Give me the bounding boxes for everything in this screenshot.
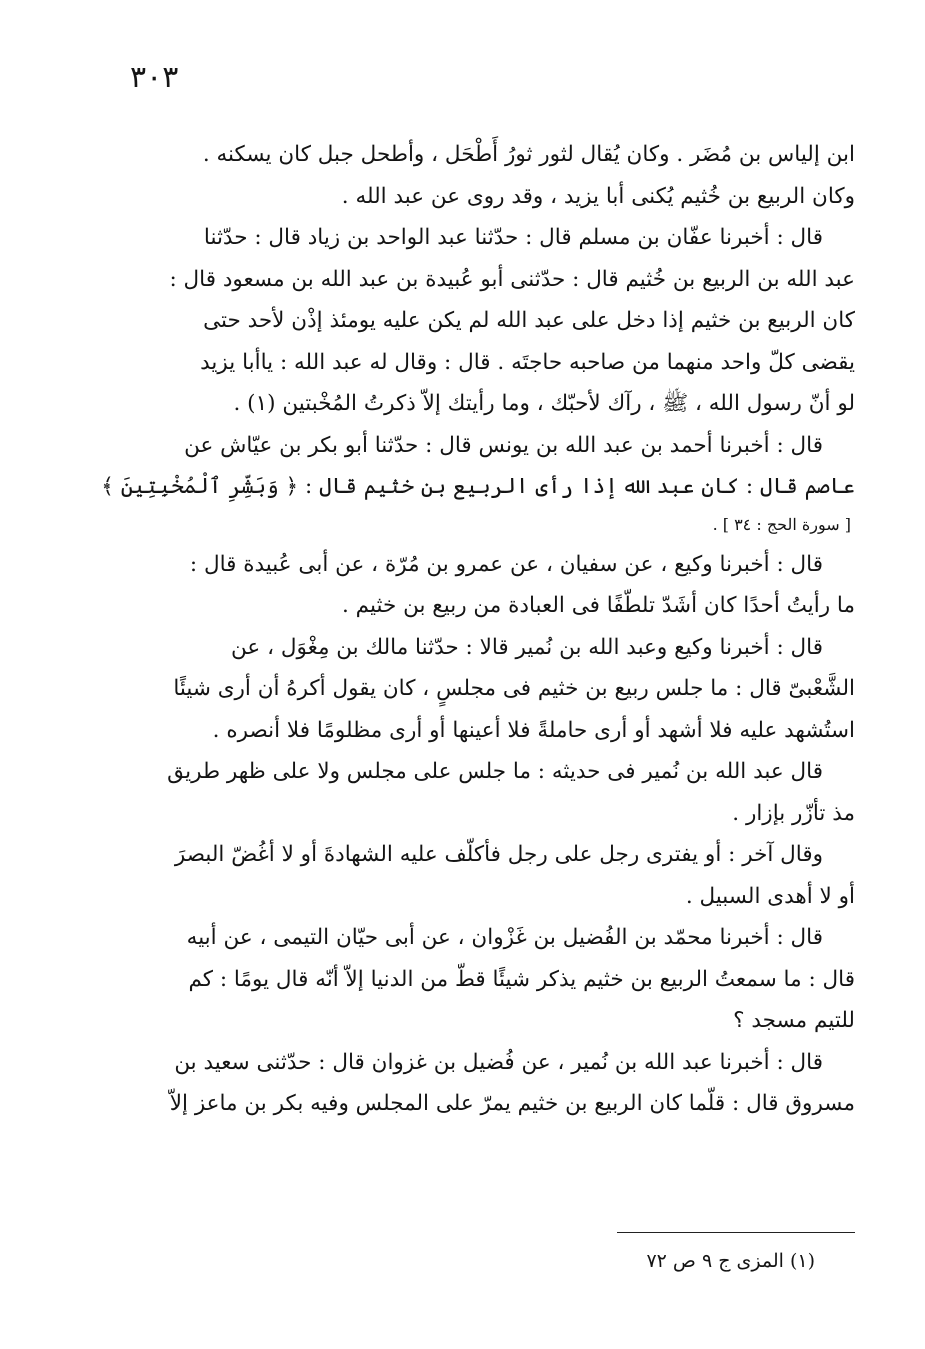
text-line: للتيم مسجد ؟	[733, 1008, 855, 1033]
text-line: قال : أخبرنا محمّد بن الفُضيل بن غَزْوان ، عن أبى حيّان التيمى ، عن أبيه	[186, 925, 823, 950]
text-line: أو لا أهدى السبيل .	[685, 883, 855, 909]
text-line: قال : أخبرنا عفّان بن مسلم قال : حدّثنا عبد الواحد بن زياد قال : حدّثنا	[203, 225, 823, 250]
text-line: قال : ما سمعتُ الربيع بن خثيم يذكر شيئًا قطّ من الدنيا إلاّ أنّه قال يومًا : كم	[188, 966, 855, 992]
text-line: لو أنّ رسول الله ، ﷺ ، رآك لأحبّك ، وما رأيتك إلاّ ذكرتُ المُخْبتين (١) .	[233, 391, 855, 416]
text-line: ابن إلياس بن مُضَر . وكان يُقال لثور ثورُ أَطْحَل ، وأطحل جبل كان يسكنه .	[202, 142, 855, 167]
text-line: كان الربيع بن خثيم إذا دخل على عبد الله لم يكن عليه يومئذ إذْن لأحد حتى	[203, 308, 855, 333]
body-text	[101, 140, 855, 1131]
quran-reference: [ سورة الحج : ٣٤ ] .	[712, 514, 851, 534]
text-line: مسروق قال : قلّما كان الربيع بن خثيم يمرّ على المجلس وفيه بكر بن ماعز إلاّ	[169, 1091, 855, 1116]
text-line: عبد الله بن الربيع بن خُثيم قال : حدّثنى أبو عُبيدة بن عبد الله بن مسعود قال :	[169, 266, 855, 292]
text-line: قال : أخبرنا أحمد بن عبد الله بن يونس قال : حدّثنا أبو بكر بن عيّاش عن	[184, 432, 823, 458]
text-line: قال عبد الله بن نُمير فى حديثه : ما جلس على مجلس ولا على ظهر طريق	[167, 759, 823, 784]
text-line: قال : أخبرنا عبد الله بن نُمير ، عن فُضيل بن غزوان قال : حدّثنى سعيد بن	[174, 1049, 823, 1075]
page-number: ٣٠٣	[130, 60, 179, 95]
text-line: يقضى كلّ واحد منهما من صاحبه حاجتَه . قال : وقال له عبد الله : ياأبا يزيد	[200, 349, 855, 375]
footnote: (١) المزى ج ٩ ص ٧٢	[646, 1250, 815, 1272]
text-line: وكان الربيع بن خُثيم يُكنى أبا يزيد ، وقد روى عن عبد الله .	[341, 183, 855, 209]
text-line: استُشهد عليه فلا أشهد أو أرى حاملةً فلا أعينها أو أرى مظلومًا فلا أنصره .	[212, 717, 855, 743]
text-line: وقال آخر : أو يفترى رجل على رجل فأكلّف عليه الشهادةَ أو لا أغُضّ البصرَ	[174, 842, 823, 867]
text-line: ما رأيتُ أحدًا كان أشَدّ تلطّفًا فى العبادة من ربيع بن خثيم .	[342, 593, 855, 618]
text-line: مذ تأزّر بإزار .	[732, 800, 855, 826]
text-line: عاصم قال : كان عبد الله إذا رأى الربيع بن خثيم قال : ﴿ وَبَشِّرِ ٱلْمُخْبِتِينَ ﴾	[101, 474, 855, 499]
text-line: قال : أخبرنا وكيع ، عن سفيان ، عن عمرو بن مُرّة ، عن أبى عُبيدة قال :	[189, 551, 823, 577]
text-line: الشَّعْبىّ قال : ما جلس ربيع بن خثيم فى مجلسٍ ، كان يقول أكرهُ أن أرى شيئًا	[173, 676, 855, 701]
footnote-divider	[617, 1232, 855, 1233]
text-line: قال : أخبرنا وكيع وعبد الله بن نُمير قالا : حدّثنا مالك بن مِغْوَل ، عن	[231, 634, 823, 660]
